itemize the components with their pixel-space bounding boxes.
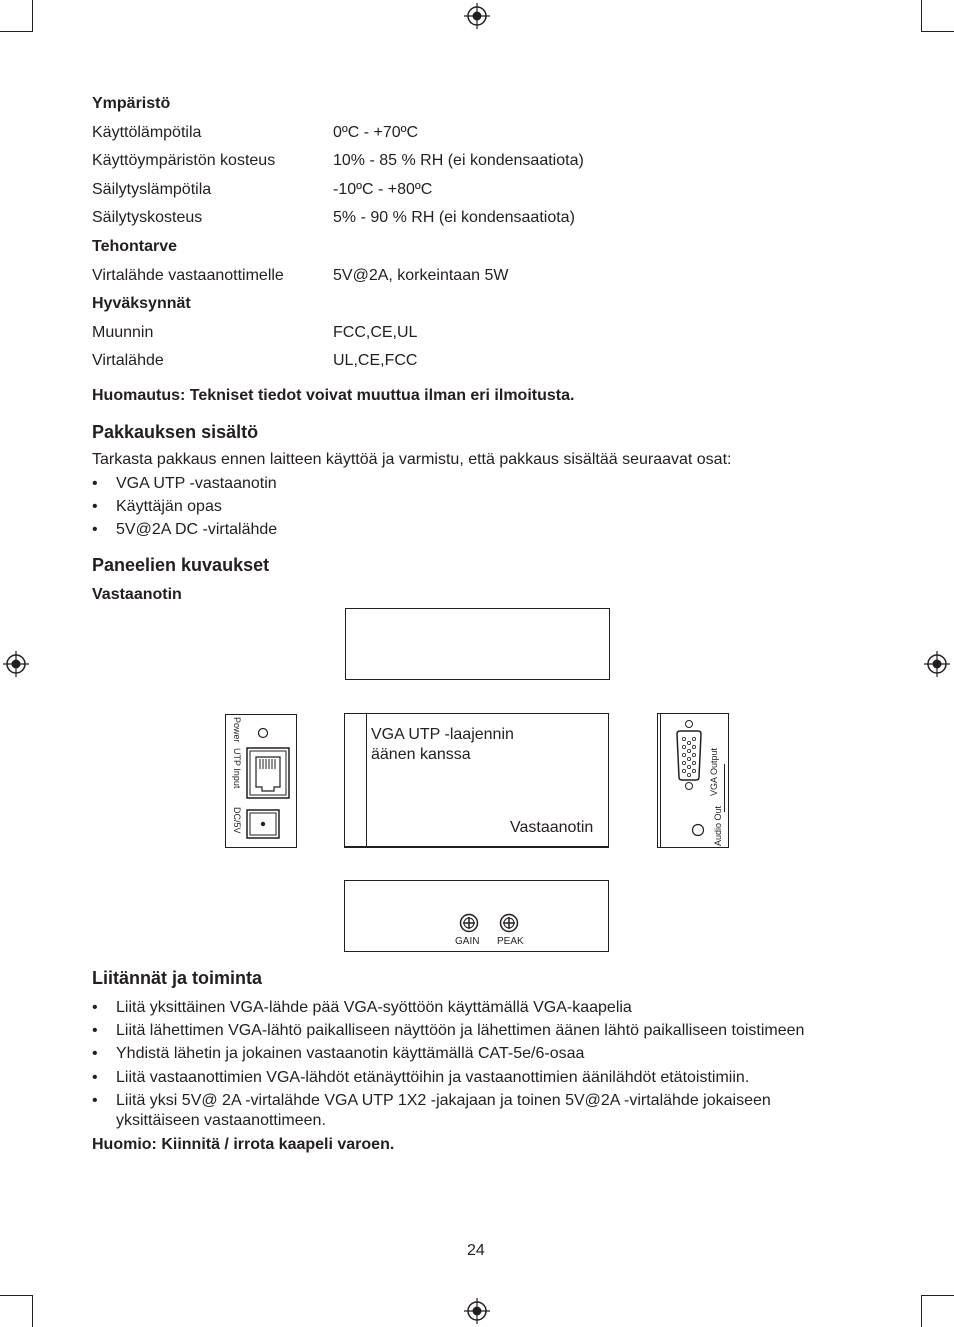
dc-jack-icon: [246, 809, 280, 839]
gain-knob-icon[interactable]: [459, 913, 479, 933]
front-label: Vastaanotin: [510, 819, 594, 836]
gain-label: GAIN: [455, 936, 480, 947]
receiver-top-view: [345, 608, 610, 680]
front-title-line1: VGA UTP -laajennin: [371, 726, 514, 743]
audio-jack-icon: [691, 823, 705, 837]
specs-note: Huomautus: Tekniset tiedot voivat muuttua ilman eri ilmoitusta.: [92, 387, 575, 404]
crop-mark-tr-v: [921, 0, 922, 32]
receiver-front-panel: [344, 713, 609, 848]
utp-input-label: UTP Input: [232, 748, 242, 789]
right-panel-edge: [724, 764, 725, 812]
power-label: Power: [232, 717, 242, 743]
crop-mark-bl-v: [32, 1295, 33, 1327]
front-title-line2: äänen kanssa: [371, 746, 471, 763]
receiver-left-panel: [225, 714, 297, 848]
package-heading: Pakkauksen sisältö: [92, 422, 259, 442]
spec-label: Muunnin: [92, 324, 154, 341]
spec-value: 5% - 90 % RH (ei kondensaatiota): [333, 209, 575, 226]
spec-label: Säilytyskosteus: [92, 209, 203, 226]
right-panel-inner-line: [660, 714, 661, 847]
peak-label: PEAK: [497, 936, 524, 947]
registration-mark-left-icon: [3, 651, 29, 677]
receiver-right-panel: [657, 713, 729, 848]
vga-output-label: VGA Output: [709, 747, 719, 796]
crop-mark-br-h: [922, 1295, 954, 1296]
crop-mark-tl-h: [0, 31, 32, 32]
rj45-port-icon: [246, 747, 290, 799]
page-number: 24: [467, 1242, 485, 1259]
power-heading: Tehontarve: [92, 238, 178, 255]
environment-heading: Ympäristö: [92, 95, 171, 112]
spec-label: Virtalähde: [92, 352, 164, 369]
vga-port-icon: [674, 719, 704, 791]
spec-value: 0ºC - +70ºC: [333, 124, 419, 141]
spec-value: 10% - 85 % RH (ei kondensaatiota): [333, 152, 584, 169]
crop-mark-br-v: [921, 1295, 922, 1327]
power-led-icon: [257, 727, 269, 739]
spec-label: Virtalähde vastaanottimelle: [92, 267, 284, 284]
registration-mark-top-icon: [464, 3, 490, 29]
approvals-heading: Hyväksynnät: [92, 295, 191, 312]
receiver-subheading: Vastaanotin: [92, 586, 182, 603]
spec-value: 5V@2A, korkeintaan 5W: [333, 267, 509, 284]
spec-label: Käyttölämpötila: [92, 124, 202, 141]
crop-mark-tr-h: [922, 31, 954, 32]
registration-mark-right-icon: [924, 651, 950, 677]
connections-warning: Huomio: Kiinnitä / irrota kaapeli varoen.: [92, 1136, 395, 1153]
panels-heading: Paneelien kuvaukset: [92, 555, 270, 575]
crop-mark-bl-h: [0, 1295, 32, 1296]
registration-mark-bottom-icon: [464, 1298, 490, 1324]
spec-value: -10ºC - +80ºC: [333, 181, 433, 198]
front-panel-edge: [366, 714, 367, 847]
spec-value: FCC,CE,UL: [333, 324, 418, 341]
package-intro: Tarkasta pakkaus ennen laitteen käyttöä ja varmistu, että pakkaus sisältää seuraavat osat:: [92, 451, 732, 468]
peak-knob-icon[interactable]: [499, 913, 519, 933]
spec-label: Käyttöympäristön kosteus: [92, 152, 276, 169]
receiver-bottom-panel: [344, 880, 609, 952]
audio-out-label: Audio Out: [713, 805, 723, 846]
spec-value: UL,CE,FCC: [333, 352, 418, 369]
connections-heading: Liitännät ja toiminta: [92, 968, 263, 988]
spec-label: Säilytyslämpötila: [92, 181, 212, 198]
crop-mark-tl-v: [32, 0, 33, 32]
dc-label: DC/5V: [232, 807, 242, 834]
